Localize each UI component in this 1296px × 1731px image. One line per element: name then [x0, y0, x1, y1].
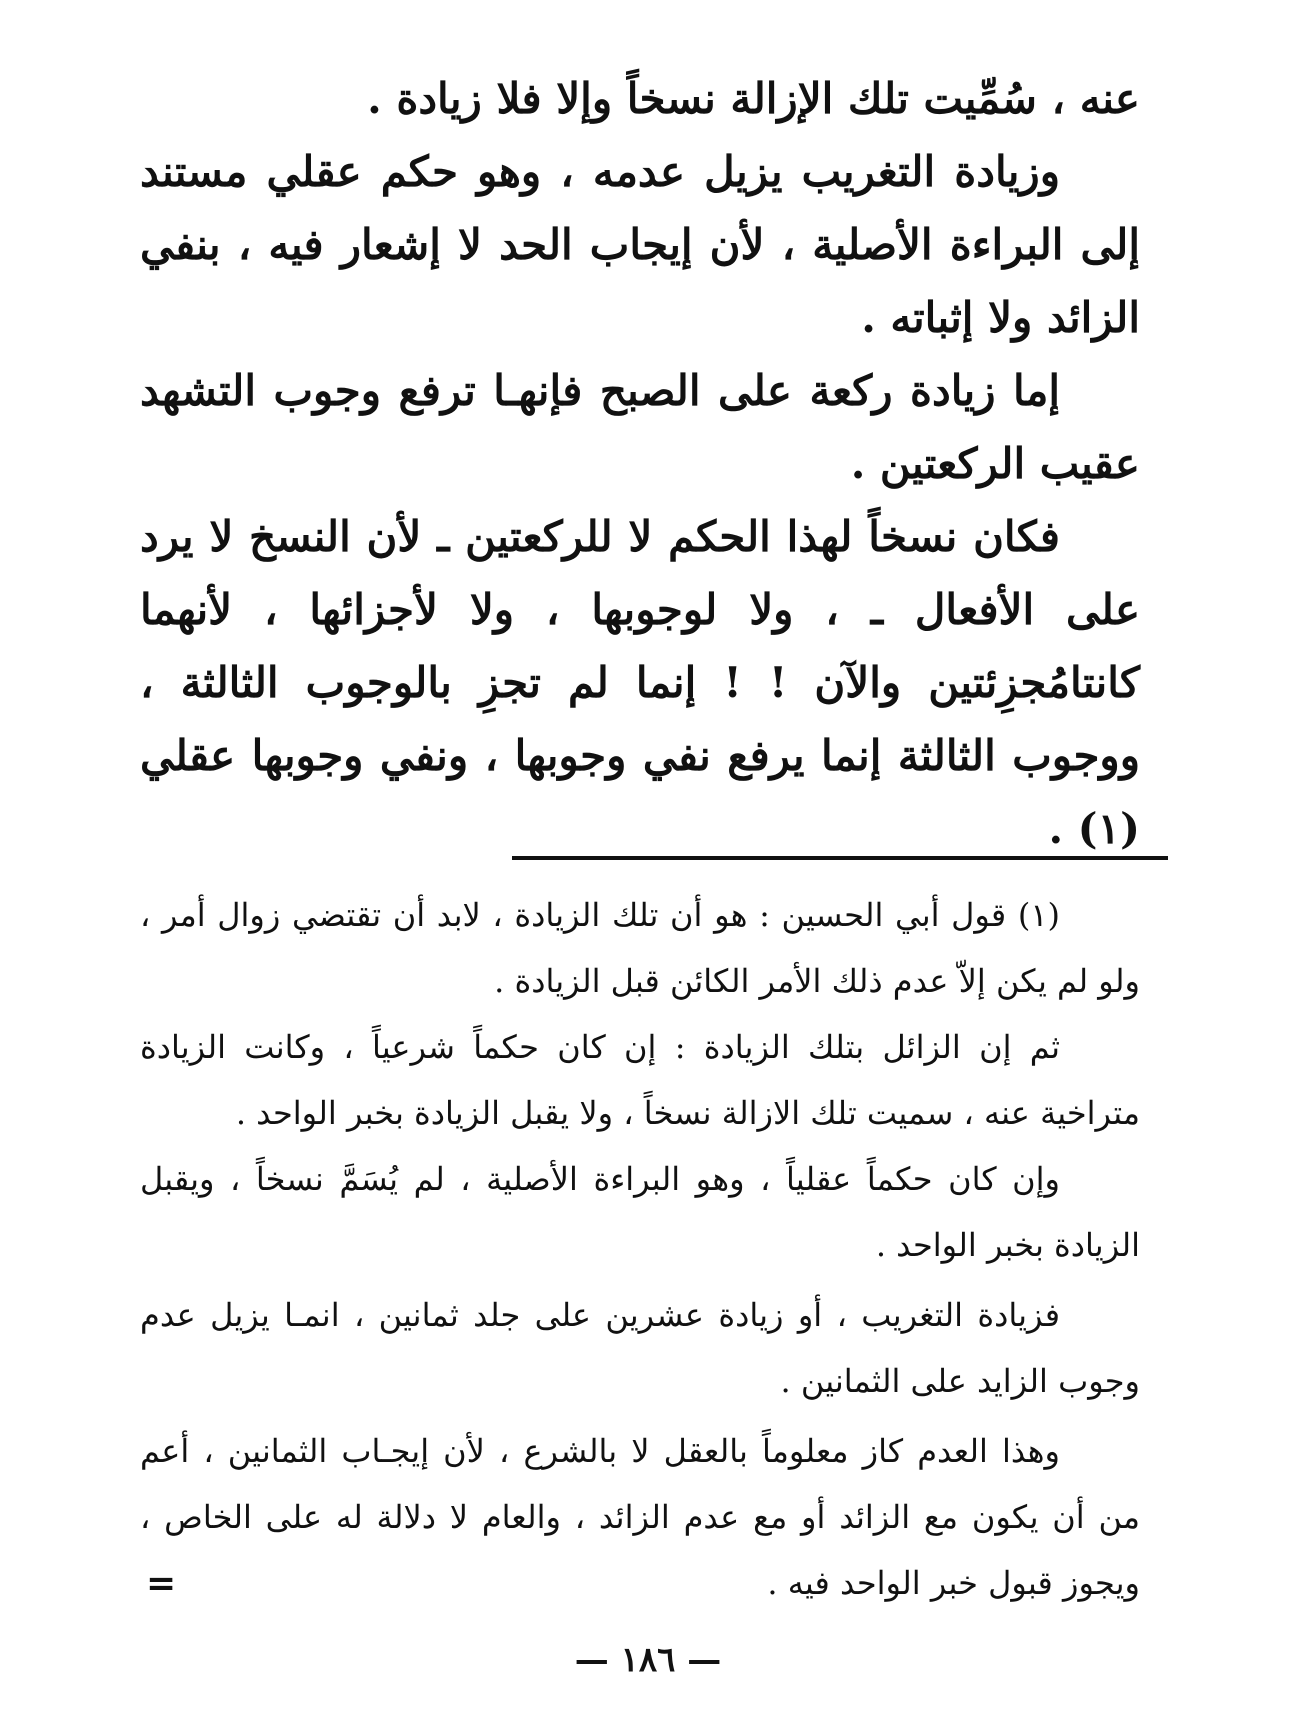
continuation-mark: = [146, 1563, 177, 1604]
main-paragraph: عنه ، سُمِّيت تلك الإزالة نسخاً وإلا فلا زيادة . [367, 74, 1140, 123]
footnote-paragraph: وإن كان حكماً عقلياً ، وهو البراءة الأصلية ، لم يُسَمَّ نسخاً ، ويقبل الزيادة بخبر الواحد . [140, 1160, 1140, 1264]
footnote-paragraph: وهذا العدم كاز معلوماً بالعقل لا بالشرع ، لأن إيجـاب الثمانين ، أعم من أن يكون مع الزائد أو مع عدم الزائد ، والعام لا دلالة له على الخاص ، ويجوز قبول خبر الواحد فيه . [140, 1432, 1140, 1602]
footnote-separator [512, 856, 1168, 860]
main-paragraph: إما زيادة ركعة على الصبح فإنهـا ترفع وجوب التشهد عقيب الركعتين . [140, 366, 1140, 488]
main-paragraph: وزيادة التغريب يزيل عدمه ، وهو حكم عقلي مستند إلى البراءة الأصلية ، لأن إيجاب الحد لا إشعار فيه ، بنفي الزائد ولا إثباته . [140, 147, 1140, 342]
footnote-paragraph: ثم إن الزائل بتلك الزيادة : إن كان حكماً شرعياً ، وكانت الزيادة متراخية عنه ، سميت تلك الازالة نسخاً ، ولا يقبل الزيادة بخبر الواحد . [140, 1028, 1140, 1132]
footnotes [140, 882, 1140, 1616]
footnote-paragraph: فزيادة التغريب ، أو زيادة عشرين على جلد ثمانين ، انمـا يزيل عدم وجوب الزايد على الثمانين . [140, 1296, 1140, 1400]
main-paragraph: فكان نسخاً لهذا الحكم لا للركعتين ـ لأن النسخ لا يرد على الأفعال ـ ، ولا لوجوبها ، ولا لأجزائها ، لأنهما كانتامُجزِئتين والآن ! ! إنما لم تجزِ بالوجوب الثالثة ، ووجوب الثالثة إنما يرفع نفي وجوبها ، ونفي وجوبها عقلي (١) . [140, 512, 1140, 853]
footnote-paragraph: (١) قول أبي الحسين : هو أن تلك الزيادة ، لابد أن تقتضي زوال أمر ، ولو لم يكن إلاّ عدم ذلك الأمر الكائن قبل الزيادة . [140, 896, 1140, 1000]
page-number: — ١٨٦ — [574, 1640, 722, 1680]
main-text [140, 62, 1140, 865]
